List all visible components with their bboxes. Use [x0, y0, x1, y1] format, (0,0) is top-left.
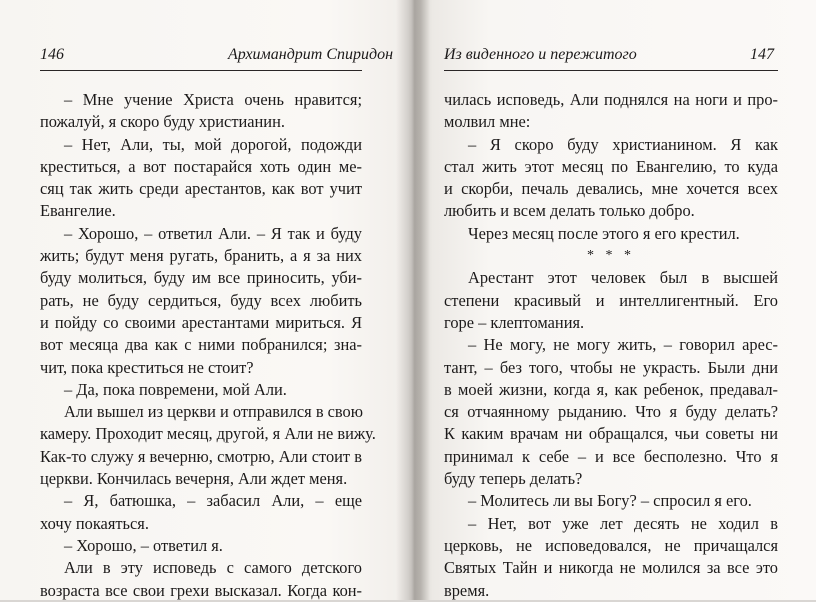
text-line: креститься, а вот постарайся хоть один ме- [40, 156, 362, 176]
text-line: церковь, не исповедовался, не причащался [444, 535, 778, 555]
text-line: горе – клептомания. [444, 312, 585, 332]
text-line: Али в эту исповедь с самого детского [64, 558, 362, 578]
text-line: – Я скоро буду христианином. Я как [468, 134, 778, 154]
text-line: – Я, батюшка, – забасил Али, – еще [64, 491, 362, 511]
section-divider: * * * [587, 248, 635, 264]
text-line: – Хорошо, – ответил я. [64, 535, 223, 555]
text-line: любить и всем делать только добро. [444, 201, 695, 221]
text-line: возраста все свои грехи высказал. Когда кон- [40, 580, 362, 600]
text-line: камеру. Проходит месяц, другой, я Али не вижу. [40, 424, 376, 444]
text-line: – Нет, вот уже лет десять не ходил в [468, 513, 778, 533]
text-line: Али вышел из церкви и отправился в свою [64, 402, 364, 422]
text-line: ся отчаянному рыданию. Что я буду делать? [444, 402, 778, 422]
text-line: хочу покаяться. [40, 513, 149, 533]
text-line: и пойду со своими арестантами мириться. Я [40, 312, 362, 332]
text-line: Арестант этот человек был в высшей [468, 268, 778, 288]
text-line: сяц так жить среди арестантов, как вот учит [40, 179, 362, 199]
text-line: время. [444, 580, 490, 600]
text-line: церкви. Кончилась вечерня, Али ждет меня. [40, 469, 348, 489]
text-line: – Да, пока повремени, мой Али. [64, 379, 287, 399]
left-page-body [40, 89, 376, 602]
text-line: пожалуй, я скоро буду христианин. [40, 112, 285, 132]
text-line: вот месяца два как с ними побранился; зна- [40, 335, 362, 355]
left-page [0, 0, 400, 600]
page-number: 146 [40, 46, 64, 63]
text-line: стал жить этот месяц по Евангелию, то куда [444, 156, 778, 176]
text-line: Через месяц после этого я его крестил. [468, 223, 740, 243]
text-line: К каким врачам ни обращался, чьи советы ни [444, 424, 778, 444]
text-line: рать, не буду сердиться, буду всех любить [40, 290, 362, 310]
text-line: тант, – без того, чтобы не украсть. Были дни [444, 357, 778, 377]
text-line: Как-то служу я вечерню, смотрю, Али стоит в [40, 446, 362, 466]
header-rule [40, 70, 362, 71]
text-line: принимал к себе – и все бесполезно. Что я [444, 446, 778, 466]
header-rule [444, 70, 778, 71]
text-line: буду теперь делать? [444, 469, 583, 489]
text-line: молвил мне: [444, 112, 531, 132]
text-line: Евангелие. [40, 201, 116, 221]
text-line: Святых Тайн и никогда не молился за все это [444, 558, 778, 578]
running-head: Из виденного и пережитого [444, 46, 637, 63]
text-line: – Мне учение Христа очень нравится; [64, 90, 362, 109]
text-line: чилась исповедь, Али поднялся на ноги и про- [444, 90, 778, 109]
text-line: буду молиться, буду им все приносить, уби- [40, 268, 362, 288]
text-line: – Молитесь ли вы Богу? – спросил я его. [468, 491, 752, 511]
text-line: степени красивый и интеллигентный. Его [444, 290, 778, 310]
right-page-body [444, 89, 778, 602]
text-line: – Хорошо, – ответил Али. – Я так и буду [64, 223, 362, 243]
running-head: Архимандрит Спиридон [228, 46, 394, 63]
right-page [428, 0, 816, 600]
text-line: чит, пока креститься не стоит? [40, 357, 254, 377]
book-spine [396, 0, 430, 600]
page-number: 147 [750, 46, 774, 63]
text-line: – Нет, Али, ты, мой дорогой, подожди [64, 134, 362, 154]
text-line: жить; будут меня ругать, бранить, а я за них [40, 246, 362, 266]
text-line: – Не могу, не могу жить, – говорил арес- [468, 335, 778, 355]
text-line: в моей жизни, когда я, как ребенок, предавал- [444, 379, 778, 399]
text-line: и скорби, печаль девались, мне хочется всех [444, 179, 778, 199]
